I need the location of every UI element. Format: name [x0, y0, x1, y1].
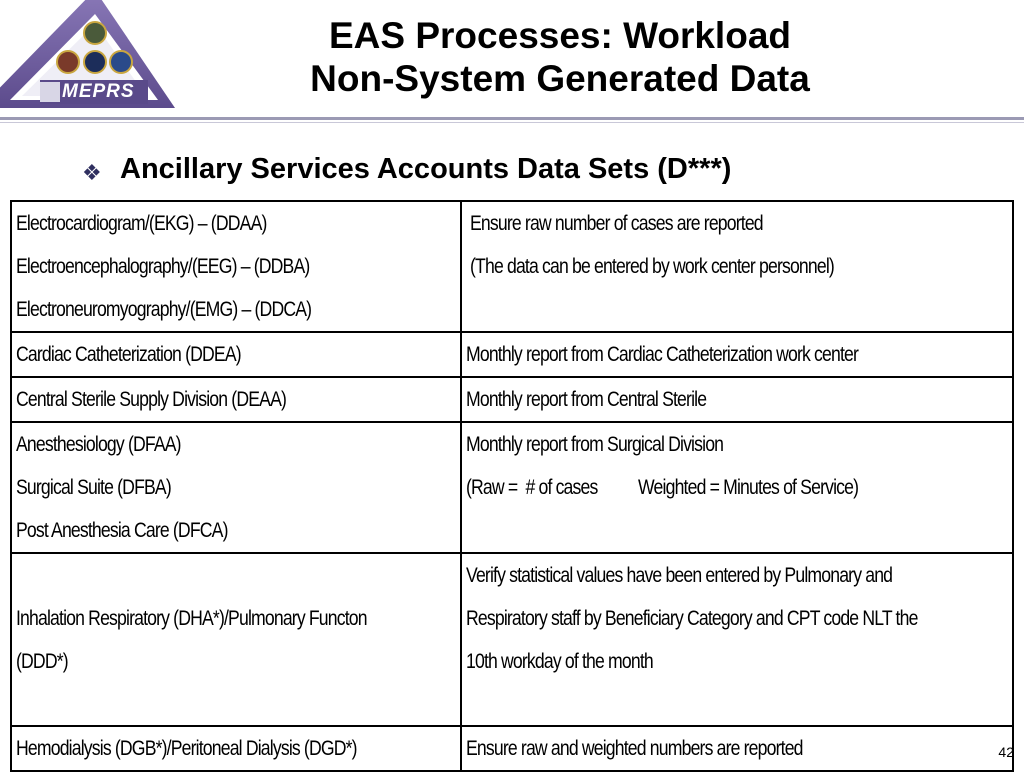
cell-line: Cardiac Catheterization (DDEA) [16, 343, 241, 366]
cell-line: Anesthesiology (DFAA) [16, 433, 181, 456]
table-cell-account [11, 332, 461, 377]
table-row [11, 422, 1013, 553]
logo-text: MEPRS [62, 81, 135, 102]
table-row [11, 726, 1013, 771]
table-cell-instruction [461, 201, 1013, 332]
cell-line: (DDD*) [16, 650, 68, 673]
data-sets-table [10, 200, 1014, 772]
table-cell-account [11, 726, 461, 771]
table-cell-account [11, 201, 461, 332]
cell-line: Post Anesthesia Care (DFCA) [16, 519, 228, 542]
section-heading: Ancillary Services Accounts Data Sets (D***) [120, 153, 732, 185]
cell-line: Surgical Suite (DFBA) [16, 476, 171, 499]
table-row [11, 201, 1013, 332]
table-cell-account [11, 422, 461, 553]
slide-title [230, 14, 890, 100]
meprs-logo [0, 0, 175, 112]
cell-line: Hemodialysis (DGB*)/Peritoneal Dialysis (DGD*) [16, 737, 357, 760]
cell-line: 10th workday of the month [466, 650, 653, 673]
table-cell-instruction [461, 377, 1013, 422]
cell-line: Central Sterile Supply Division (DEAA) [16, 388, 287, 411]
cell-line: Ensure raw number of cases are reported [470, 212, 763, 235]
header-rule [0, 117, 1024, 120]
cell-line: Monthly report from Surgical Division [466, 433, 724, 456]
table-row [11, 377, 1013, 422]
table-row [11, 332, 1013, 377]
table-row [11, 553, 1013, 726]
table-cell-instruction [461, 332, 1013, 377]
cell-line: Inhalation Respiratory (DHA*)/Pulmonary Functon [16, 607, 367, 630]
table-cell-instruction [461, 726, 1013, 771]
title-line-1: EAS Processes: Workload [329, 15, 791, 56]
cell-line: Verify statistical values have been entered by Pulmonary and [466, 564, 893, 587]
table-cell-instruction [461, 553, 1013, 726]
diamond-bullet-icon: ❖ [82, 160, 102, 185]
cell-line: (The data can be entered by work center personnel) [470, 255, 834, 278]
page-number: 42 [998, 744, 1014, 760]
cell-line: Electroencephalography/(EEG) – (DDBA) [16, 255, 310, 278]
cell-line: Electroneuromyography/(EMG) – (DDCA) [16, 298, 312, 321]
cell-line: Monthly report from Cardiac Catheterization work center [466, 343, 859, 366]
cell-line: Respiratory staff by Beneficiary Category and CPT code NLT the [466, 607, 918, 630]
table-cell-account [11, 553, 461, 726]
cell-line: (Raw = # of cases Weighted = Minutes of Service) [466, 476, 859, 499]
table-cell-instruction [461, 422, 1013, 553]
header-rule-thin [0, 122, 1024, 123]
cell-line: Electrocardiogram/(EKG) – (DDAA) [16, 212, 267, 235]
title-line-2: Non-System Generated Data [310, 58, 810, 99]
cell-line: Monthly report from Central Sterile [466, 388, 707, 411]
table-cell-account [11, 377, 461, 422]
cell-line: Ensure raw and weighted numbers are reported [466, 737, 803, 760]
